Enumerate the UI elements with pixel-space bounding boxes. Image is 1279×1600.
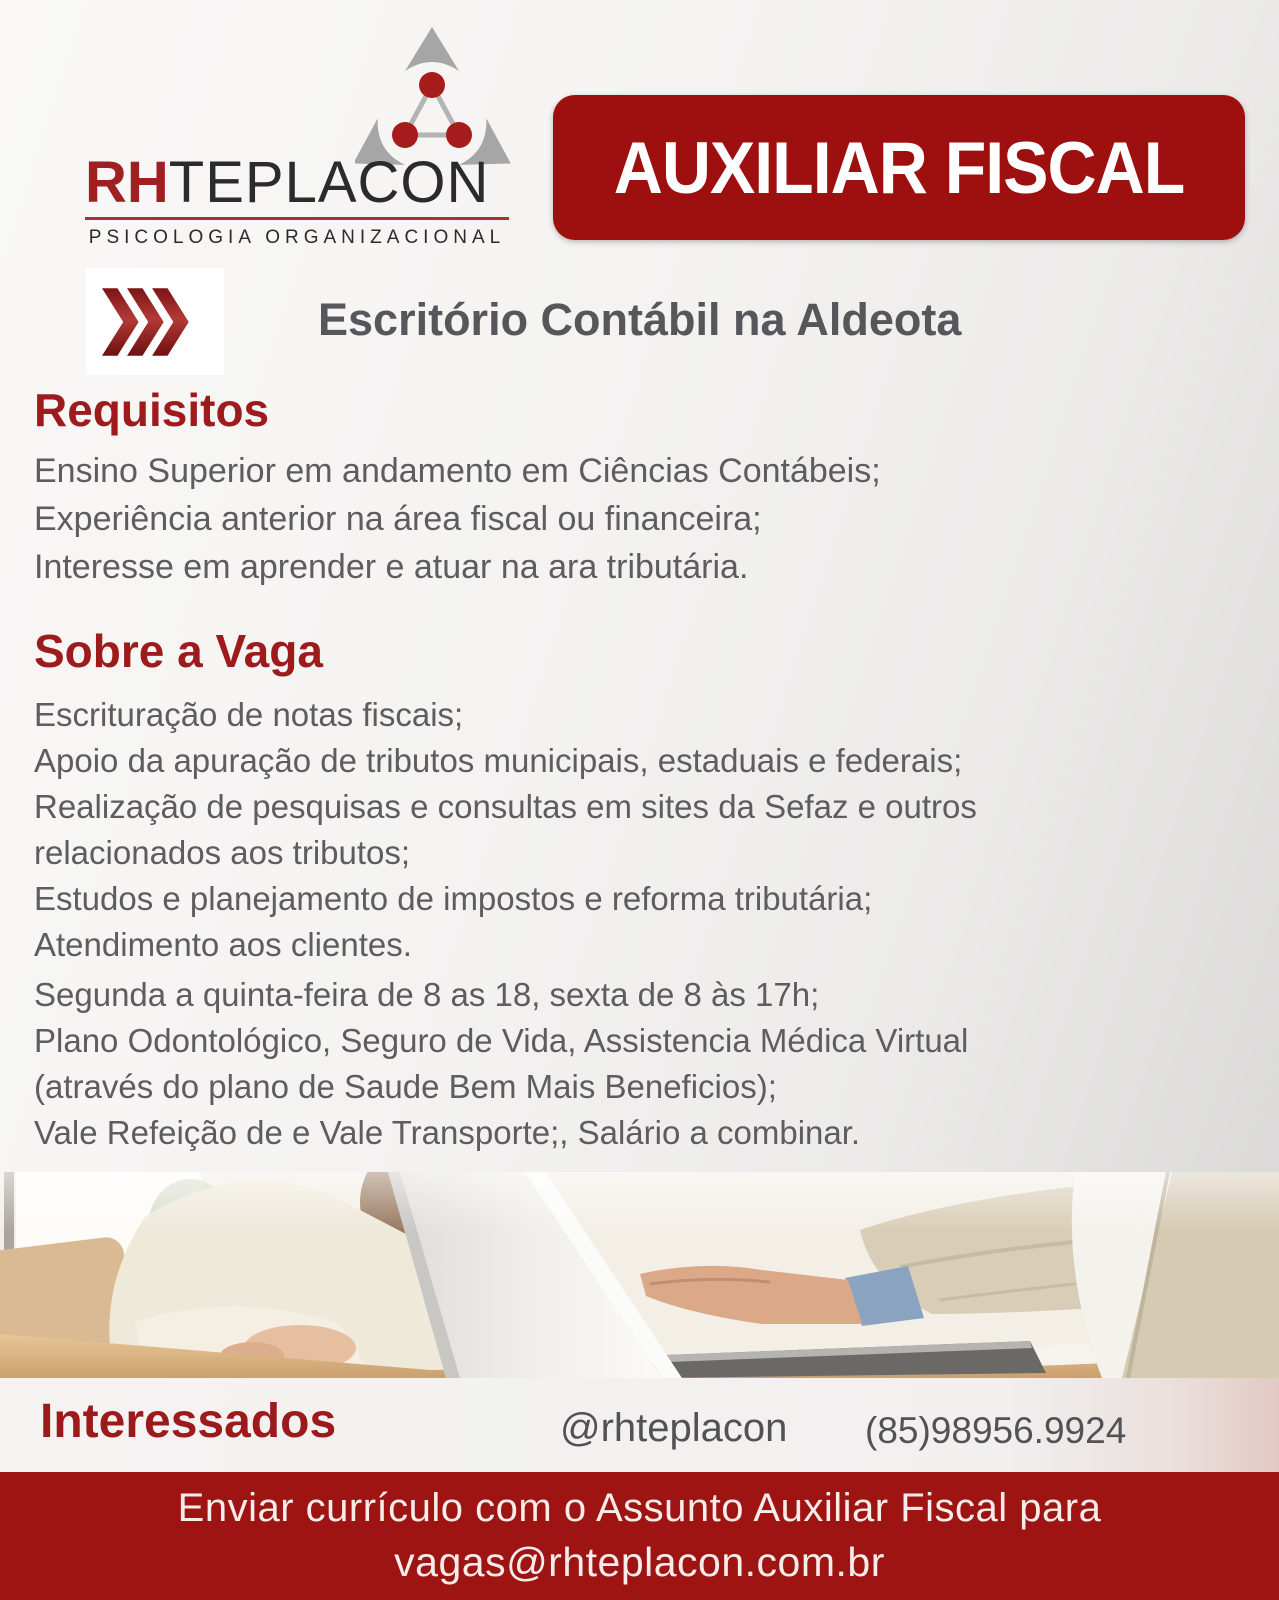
benefit-line: Vale Refeição de e Vale Transporte;, Salário a combinar. (34, 1114, 861, 1151)
sobre-line: Atendimento aos clientes. (34, 926, 412, 963)
requisitos-heading: Requisitos (34, 384, 270, 436)
job-location-headline: Escritório Contábil na Aldeota (318, 294, 962, 345)
triple-chevron-right-icon (102, 288, 208, 356)
sobre-line: Estudos e planejamento de impostos e reforma tributária; (34, 880, 873, 917)
sobre-heading: Sobre a Vaga (34, 625, 323, 677)
chevron-box (86, 268, 224, 375)
logo-divider (85, 217, 509, 220)
benefit-line: Plano Odontológico, Seguro de Vida, Assistencia Médica Virtual (34, 1022, 969, 1059)
office-meeting-photo (0, 1172, 1279, 1378)
triangle-nodes-logo-icon (355, 25, 515, 165)
office-meeting-illustration (0, 1172, 1279, 1378)
cta-line1: Enviar currículo com o Assunto Auxiliar Fiscal para (177, 1486, 1102, 1530)
contact-band (0, 1378, 1279, 1472)
logo-brand-light: TEPLACON (168, 150, 490, 215)
requisito-line: Interesse em aprender e atuar na ara tributária. (34, 548, 749, 586)
benefit-line: Segunda a quinta-feira de 8 as 18, sexta de 8 às 17h; (34, 976, 820, 1013)
logo-tagline: PSICOLOGIA ORGANIZACIONAL (88, 227, 506, 248)
cta-footer (0, 1472, 1279, 1600)
logo-brand-bold: RH (85, 150, 169, 215)
job-title: AUXILIAR FISCAL (613, 126, 1185, 209)
job-title-banner (553, 95, 1245, 240)
benefits-list (34, 972, 1244, 1156)
requisito-line: Experiência anterior na área fiscal ou financeira; (34, 500, 762, 538)
phone-number: (85)98956.9924 (865, 1410, 1127, 1451)
requisitos-list (34, 447, 1244, 591)
sobre-list (34, 692, 1244, 968)
sobre-line: Escrituração de notas fiscais; (34, 696, 464, 733)
contact-heading: Interessados (40, 1395, 337, 1448)
requisito-line: Ensino Superior em andamento em Ciências Contábeis; (34, 452, 881, 490)
sobre-line: Apoio da apuração de tributos municipais, estaduais e federais; (34, 742, 963, 779)
sobre-line: relacionados aos tributos; (34, 834, 411, 871)
benefit-line: (através do plano de Saude Bem Mais Beneficios); (34, 1068, 777, 1105)
logo-wordmark (85, 150, 515, 215)
instagram-handle: @rhteplacon (560, 1406, 788, 1450)
sobre-line: Realização de pesquisas e consultas em sites da Sefaz e outros (34, 788, 977, 825)
cta-email: vagas@rhteplacon.com.br (394, 1539, 885, 1585)
